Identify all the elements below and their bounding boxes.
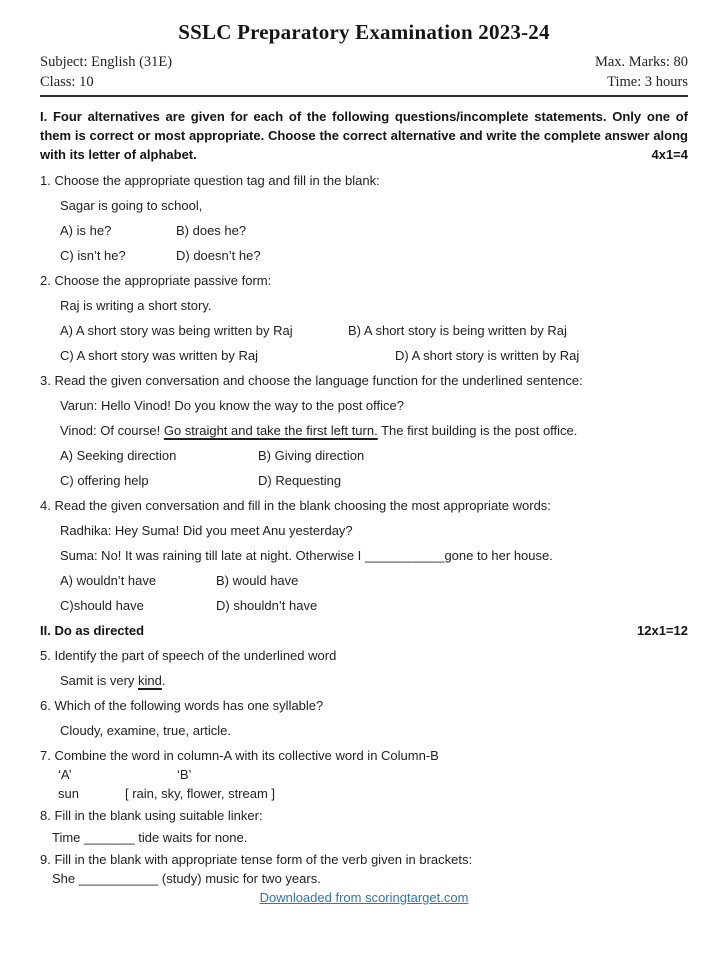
option-c: C) isn’t he? (60, 248, 126, 263)
section-2-heading-row (40, 623, 688, 639)
question-title: 6. Which of the following words has one syllable? (40, 698, 324, 713)
question-title: 1. Choose the appropriate question tag and fill in the blank: (40, 173, 380, 188)
option-row (40, 573, 688, 589)
footer-link[interactable]: Downloaded from scoringtarget.com (259, 890, 469, 905)
question-9 (40, 852, 688, 887)
option-c: C)should have (60, 598, 144, 613)
column-b-header: ‘B’ (177, 767, 192, 782)
option-row (40, 598, 688, 614)
time-label: Time: 3 hours (607, 74, 688, 90)
dialog-text: Vinod: Of course! (60, 423, 164, 438)
question-stem (40, 673, 688, 689)
column-a-header: ‘A’ (58, 767, 72, 782)
option-c: C) offering help (60, 473, 149, 488)
underlined-text: Go straight and take the first left turn. (163, 423, 378, 438)
option-row (40, 348, 688, 364)
option-a: A) Seeking direction (60, 448, 177, 463)
question-7 (40, 748, 688, 802)
option-b: B) does he? (176, 223, 247, 238)
underlined-text: kind (138, 673, 162, 688)
option-c: C) A short story was written by Raj (60, 348, 258, 363)
stem-text: Samit is very (60, 673, 139, 688)
question-stem: Cloudy, examine, true, article. (60, 723, 231, 738)
section-2-marks: 12x1=12 (637, 623, 688, 638)
question-title: 9. Fill in the blank with appropriate tense form of the verb given in brackets: (40, 852, 473, 867)
max-marks-label: Max. Marks: 80 (594, 54, 688, 70)
column-value-row (40, 786, 688, 802)
question-1 (40, 173, 688, 264)
question-title: 8. Fill in the blank using suitable linker: (40, 808, 263, 823)
question-4 (40, 498, 688, 614)
section-2-heading: II. Do as directed (40, 623, 145, 638)
option-d: D) Requesting (258, 473, 342, 488)
header-divider (40, 95, 688, 97)
subject-label: Subject: English (31E) (40, 54, 173, 70)
question-2 (40, 273, 688, 364)
dialog-line (40, 423, 688, 439)
column-header-row (40, 767, 688, 783)
question-title: 7. Combine the word in column-A with its collective word in Column-B (40, 748, 439, 763)
option-b: B) A short story is being written by Raj (348, 323, 567, 338)
dialog-text: The first building is the post office. (377, 423, 578, 438)
dialog-line: Radhika: Hey Suma! Did you meet Anu yesterday? (60, 523, 353, 538)
question-stem: She ___________ (study) music for two years. (52, 871, 321, 886)
option-row (40, 223, 688, 239)
question-5 (40, 648, 688, 689)
question-title: 4. Read the given conversation and fill in the blank choosing the most appropriate words: (40, 498, 551, 513)
option-a: A) is he? (60, 223, 112, 238)
question-stem: Time _______ tide waits for none. (52, 830, 248, 845)
question-title: 3. Read the given conversation and choose the language function for the underlined sentence: (40, 373, 583, 388)
exam-meta (40, 54, 688, 91)
column-b-list: [ rain, sky, flower, stream ] (125, 786, 276, 801)
dialog-line: Varun: Hello Vinod! Do you know the way to the post office? (60, 398, 404, 413)
option-b: B) would have (216, 573, 299, 588)
column-a-word: sun (58, 786, 79, 801)
option-a: A) wouldn’t have (60, 573, 157, 588)
question-6 (40, 698, 688, 739)
option-row (40, 323, 688, 339)
dialog-line: Suma: No! It was raining till late at night. Otherwise I ___________gone to her house. (60, 548, 553, 563)
section-1-marks: 4x1=4 (645, 145, 688, 164)
section-1-instruction-text: I. Four alternatives are given for each of the following questions/incomplete statements. Only one of them is correct or most appropriate. Choose the correct alternative and write the complete answer along with its letter of alphabet. (40, 109, 688, 162)
question-8 (40, 808, 688, 846)
option-row (40, 473, 688, 489)
question-title: 2. Choose the appropriate passive form: (40, 273, 272, 288)
page-title: SSLC Preparatory Examination 2023-24 (178, 20, 550, 44)
option-a: A) A short story was being written by Raj (60, 323, 293, 338)
class-label: Class: 10 (40, 74, 94, 90)
option-b: B) Giving direction (258, 448, 365, 463)
section-1-instruction (40, 107, 688, 164)
stem-text: . (161, 673, 166, 688)
option-d: D) doesn’t he? (176, 248, 261, 263)
question-title: 5. Identify the part of speech of the underlined word (40, 648, 337, 663)
option-row (40, 448, 688, 464)
option-d: D) shouldn’t have (216, 598, 318, 613)
question-stem: Sagar is going to school, (60, 198, 203, 213)
footer (40, 890, 688, 906)
option-row (40, 248, 688, 264)
option-d: D) A short story is written by Raj (395, 348, 580, 363)
question-3 (40, 373, 688, 489)
question-stem: Raj is writing a short story. (60, 298, 212, 313)
